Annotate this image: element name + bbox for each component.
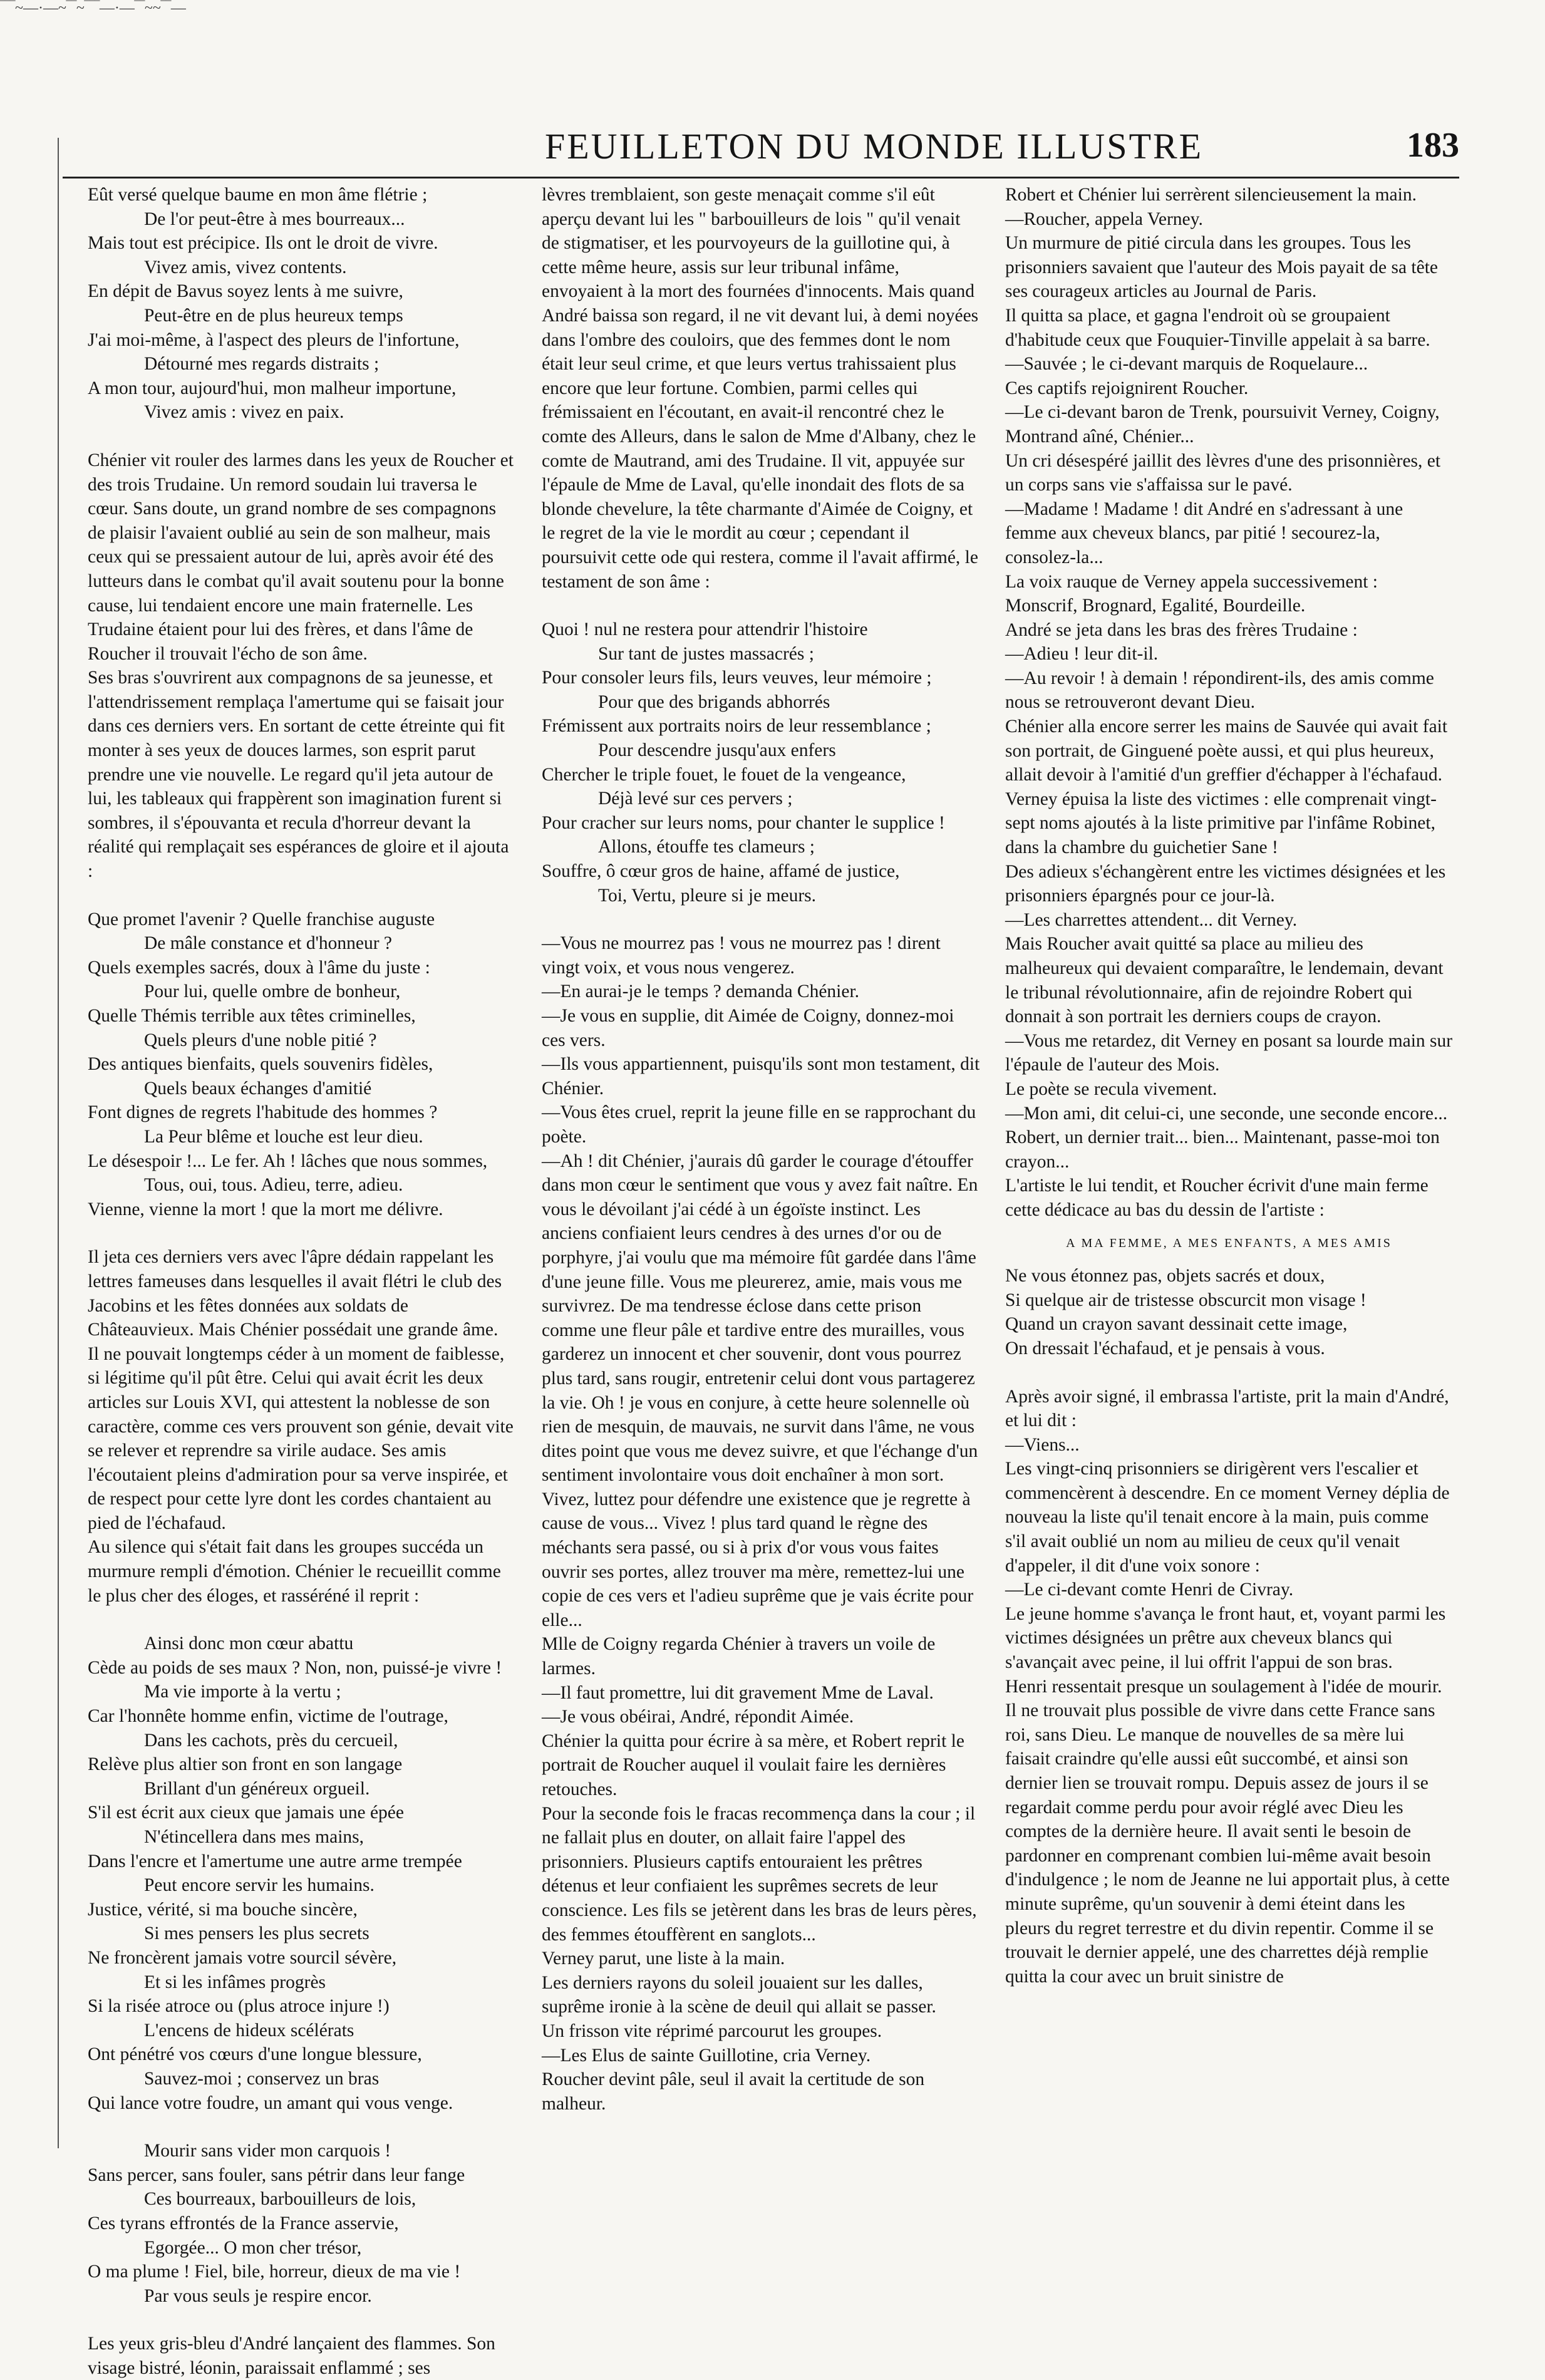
verse-line: Ont pénétré vos cœurs d'une longue blessure, xyxy=(88,2044,422,2065)
header-rule xyxy=(63,177,1459,178)
verse-line: J'ai moi-même, à l'aspect des pleurs de l'infortune, xyxy=(88,329,460,350)
stanza-break xyxy=(88,2308,514,2332)
verse-line: Que promet l'avenir ? Quelle franchise auguste xyxy=(88,909,435,929)
paragraph: Chénier alla encore serrer les mains de Sauvée qui avait fait son portrait, de Ginguené poète aussi, et qui plus heureux, allait devoir à l'amitié d'un greffier d'échapper à l'échafaud. xyxy=(1005,717,1448,785)
verse-line: Egorgée... O mon cher trésor, xyxy=(144,2237,362,2258)
paragraph: Mlle de Coigny regarda Chénier à travers un voile de larmes. xyxy=(542,1634,936,1679)
verse-line: Peut-être en de plus heureux temps xyxy=(144,305,403,326)
verse-line: Pour descendre jusqu'aux enfers xyxy=(598,740,836,761)
paragraph: Chénier la quitta pour écrire à sa mère, et Robert reprit le portrait de Roucher auquel il voulait faire les dernières retouches. xyxy=(542,1731,964,1799)
paragraph: —Le ci-devant comte Henri de Civray. xyxy=(1005,1580,1294,1600)
paragraph: Il jeta ces derniers vers avec l'âpre dédain rappelant les lettres fameuses dans lesquelles il avait flétri le club des Jacobins et les fêtes données aux soldats de Châteauvieux. Mais Chénier possédait une grande âme. Il ne pouvait longtemps céder à un moment de faiblesse, si légitime qu'il pût être. Celui qui avait écrit les deux articles sur Louis XVI, qui attestent la noblesse de son caractère, comme ces vers prouvent son génie, devait vite se relever et reprendre sa virile audace. Ses amis l'écoutaient pleins d'admiration pour sa verve inspirée, et de respect pour cette lyre dont les cordes chantaient au pied de l'échafaud. xyxy=(88,1247,514,1533)
paragraph: —En aurai-je le temps ? demanda Chénier. xyxy=(542,981,860,1002)
paragraph: —Ah ! dit Chénier, j'aurais dû garder le courage d'étouffer dans mon cœur le sentiment que vous y avez fait naître. En vous le dévoilant j'ai cédé à un égoïste instinct. Les anciens confiaient leurs cendres à des urnes d'or ou de porphyre, j'ai voulu que ma mémoire fût gardée dans l'âme d'une jeune fille. Vous me pleurerez, amie, mais vous me survivrez. De ma tendresse éclose dans cette prison comme une fleur pâle et tardive entre des murailles, vous garderez un innocent et cher souvenir, dont vous pourrez plus tard, sans rougir, entretenir celui dont vous partagerez la vie. Oh ! je vous en conjure, à cette heure solennelle où rien de mesquin, de mauvais, ne survit dans l'âme, ne vous dites point que vous me devez suivre, et que l'échange d'un sentiment involontaire vous doit enchaîner à mon sort. Vivez, luttez pour défendre une existence que je regrette à cause de vous... Vivez ! plus tard quand le règne des méchants sera passé, ou si à prix d'or vous vous faites ouvrir ses portes, allez trouver ma mère, remettez-lui une copie de ces vers et l'adieu suprême que je vais écrite pour elle... xyxy=(542,1151,978,1630)
verse-line: A mon tour, aujourd'hui, mon malheur importune, xyxy=(88,378,457,398)
paragraph: —Je vous obéirai, André, répondit Aimée. xyxy=(542,1707,854,1727)
verse-line: Font dignes de regrets l'habitude des hommes ? xyxy=(88,1102,438,1123)
paragraph: Robert et Chénier lui serrèrent silencieusement la main. xyxy=(1005,185,1417,205)
verse-line: Déjà levé sur ces pervers ; xyxy=(598,789,793,809)
stanza-break xyxy=(88,1221,514,1245)
verse-line: En dépit de Bavus soyez lents à me suivre, xyxy=(88,281,403,302)
stanza-break xyxy=(542,908,980,931)
paragraph: Le poète se recula vivement. xyxy=(1005,1079,1217,1099)
verse-line: Par vous seuls je respire encor. xyxy=(144,2285,372,2306)
paragraph: —Sauvée ; le ci-devant marquis de Roquelaure... xyxy=(1005,354,1368,375)
verse-line: Quand un crayon savant dessinait cette image, xyxy=(1005,1314,1348,1335)
paragraph: Verney épuisa la liste des victimes : elle comprenait vingt-sept noms ajoutés à la liste primitive par l'infâme Robinet, dans la chambre du guichetier Sane ! xyxy=(1005,789,1437,858)
verse-line: Allons, étouffe tes clameurs ; xyxy=(598,837,815,857)
verse-line: L'encens de hideux scélérats xyxy=(144,2020,354,2041)
verse-line: De mâle constance et d'honneur ? xyxy=(144,933,393,954)
paragraph: La voix rauque de Verney appela successivement : Monscrif, Brognard, Egalité, Bourdeille. xyxy=(1005,571,1378,616)
verse-line: Le désespoir !... Le fer. Ah ! lâches que nous sommes, xyxy=(88,1151,488,1171)
verse-line: De l'or peut-être à mes bourreaux... xyxy=(144,209,405,229)
verse-line: Ces bourreaux, barbouilleurs de lois, xyxy=(144,2189,416,2210)
verse-line: Ne vous étonnez pas, objets sacrés et doux, xyxy=(1005,1266,1325,1286)
verse-line: Quels pleurs d'une noble pitié ? xyxy=(144,1030,377,1050)
verse-line: Quoi ! nul ne restera pour attendrir l'histoire xyxy=(542,619,868,640)
verse-line: Ma vie importe à la vertu ; xyxy=(144,1682,341,1702)
paragraph: L'artiste le lui tendit, et Roucher écrivit d'une main ferme cette dédicace au bas du dessin de l'artiste : xyxy=(1005,1176,1429,1220)
paragraph: Les vingt-cinq prisonniers se dirigèrent vers l'escalier et commencèrent à descendre. En ce moment Verney déplia de nouveau la liste qu'il tenait encore à la main, puis comme s'il avait oublié un nom au milieu de ceux qu'il venait d'appeler, il dit d'une voix sonore : xyxy=(1005,1459,1450,1576)
verse-line: Pour que des brigands abhorrés xyxy=(598,691,830,712)
paragraph: —Madame ! Madame ! dit André en s'adressant à une femme aux cheveux blancs, par pitié ! secourez-la, consolez-la... xyxy=(1005,499,1403,567)
verse-line: La Peur blême et louche est leur dieu. xyxy=(144,1126,423,1147)
paragraph: —Les Elus de sainte Guillotine, cria Verney. xyxy=(542,2045,871,2066)
verse-line: Frémissent aux portraits noirs de leur ressemblance ; xyxy=(542,716,931,737)
verse-line: Chercher le triple fouet, le fouet de la vengeance, xyxy=(542,764,906,785)
paragraph: Un frisson vite réprimé parcourut les groupes. xyxy=(542,2020,882,2041)
paragraph: Les yeux gris-bleu d'André lançaient des flammes. Son visage bistré, léonin, paraissait enflammé ; ses xyxy=(88,2334,495,2378)
verse-line: Pour consoler leurs fils, leurs veuves, leur mémoire ; xyxy=(542,668,932,688)
verse-line: Détourné mes regards distraits ; xyxy=(144,354,380,375)
verse-line: Souffre, ô cœur gros de haine, affamé de justice, xyxy=(542,861,900,882)
paragraph: Pour la seconde fois le fracas recommença dans la cour ; il ne fallait plus en douter, on allait faire l'appel des prisonniers. Plusieurs captifs entouraient les prêtres détenus et leur confiaient les suprêmes secrets de leur conscience. Les fils se jetèrent dans les bras de leurs pères, des femmes étouffèrent en sanglots... xyxy=(542,1803,977,1945)
paragraph: —Les charrettes attendent... dit Verney. xyxy=(1005,909,1298,930)
paragraph: Ses bras s'ouvrirent aux compagnons de sa jeunesse, et l'attendrissement remplaça l'amertume qui se faisait jour dans ces derniers vers. En sortant de cette étreinte qui fit monter à ses yeux de douces larmes, son esprit parut prendre une vie nouvelle. Le regard qu'il jeta autour de lui, les tableaux qui frappèrent son imagination furent si sombres, il s'épouvanta et recula d'horreur devant la réalité qui remplaçait ses espérances de gloire et il ajouta : xyxy=(88,668,509,882)
page-number: 183 xyxy=(1407,126,1459,165)
verse-line: Ainsi donc mon cœur abattu xyxy=(144,1633,354,1654)
top-edge-scan-fragment: ‾‾‾~—·—~‾‾~‾‾‾—·—‾‾~~‾‾— xyxy=(0,0,186,16)
verse-line: Brillant d'un généreux orgueil. xyxy=(144,1778,370,1799)
verse-line: Quels exemples sacrés, doux à l'âme du juste : xyxy=(88,957,430,978)
verse-line: Eût versé quelque baume en mon âme flétrie ; xyxy=(88,185,428,205)
paragraph: Au silence qui s'était fait dans les groupes succéda un murmure rempli d'émotion. Chénier le recueillit comme le plus cher des éloges, et rasséréné il reprit : xyxy=(88,1537,501,1606)
verse-line: Si la risée atroce ou (plus atroce injure !) xyxy=(88,1996,390,2017)
paragraph: Un cri désespéré jaillit des lèvres d'une des prisonnières, et un corps sans vie s'affaissa sur le pavé. xyxy=(1005,450,1441,495)
verse-line: Toi, Vertu, pleure si je meurs. xyxy=(598,885,817,906)
running-title: FEUILLETON DU MONDE ILLUSTRE xyxy=(545,126,1204,167)
paragraph: —Vous êtes cruel, reprit la jeune fille en se rapprochant du poète. xyxy=(542,1102,976,1147)
text-column-1 xyxy=(88,183,514,2378)
page-header xyxy=(63,125,1459,182)
paragraph: —Mon ami, dit celui-ci, une seconde, une seconde encore... Robert, un dernier trait... bien... Maintenant, passe-moi ton crayon... xyxy=(1005,1103,1448,1172)
verse-line: Ne froncèrent jamais votre sourcil sévère, xyxy=(88,1947,397,1968)
verse-line: Tous, oui, tous. Adieu, terre, adieu. xyxy=(144,1175,403,1196)
verse-line: Qui lance votre foudre, un amant qui vous venge. xyxy=(88,2093,453,2113)
paragraph: lèvres tremblaient, son geste menaçait comme s'il eût aperçu devant lui les " barbouilleurs de lois " qu'il venait de stigmatiser, et les pourvoyeurs de la guillotine qui, à cette même heure, assis sur leur tribunal infâme, envoyaient à la mort des fournées d'innocents. Mais quand André baissa son regard, il ne vit devant lui, à demi noyées dans l'ombre des couloirs, que des femmes dont le nom était leur seul crime, et que leurs vertus trahissaient plus encore que leur fortune. Combien, parmi celles qui frémissaient en l'écoutant, en avait-il rencontré chez le comte des Alleurs, dans le salon de Mme d'Albany, chez le comte de Mautrand, ami des Trudaine. Il vit, appuyée sur l'épaule de Mme de Laval, qu'elle inondait des flots de sa blonde chevelure, la tête charmante d'Aimée de Coigny, et le regret de la vie le mordit au cœur ; cependant il poursuivit cette ode qui restera, comme il l'avait affirmé, le testament de son âme : xyxy=(542,185,979,592)
verse-line: Ces tyrans effrontés de la France asservie, xyxy=(88,2213,399,2233)
verse-line: Dans les cachots, près du cercueil, xyxy=(144,1730,398,1751)
verse-line: Vivez amis, vivez contents. xyxy=(144,257,347,277)
paragraph: —Je vous en supplie, dit Aimée de Coigny, donnez-moi ces vers. xyxy=(542,1006,954,1050)
verse-line: N'étincellera dans mes mains, xyxy=(144,1827,364,1847)
paragraph: —Le ci-devant baron de Trenk, poursuivit Verney, Coigny, Montrand aîné, Chénier... xyxy=(1005,402,1440,447)
verse-line: Si mes pensers les plus secrets xyxy=(144,1923,369,1944)
paragraph: Chénier vit rouler des larmes dans les yeux de Roucher et des trois Trudaine. Un remord soudain lui traversa le cœur. Sans doute, un grand nombre de ses compagnons de plaisir l'avaient oublié au sein de son malheur, mais ceux qui se pressaient autour de lui, après avoir été des lutteurs dans le combat qu'il avait soutenu pour la bonne cause, lui tendaient encore une main fraternelle. Les Trudaine étaient pour lui des frères, et dans l'âme de Roucher il trouvait l'écho de son âme. xyxy=(88,450,514,664)
paragraph: Un murmure de pitié circula dans les groupes. Tous les prisonniers savaient que l'auteur des Mois payait de sa tête ses courageux articles au Journal de Paris. xyxy=(1005,233,1438,302)
verse-line: Sur tant de justes massacrés ; xyxy=(598,643,814,664)
paragraph: Des adieux s'échangèrent entre les victimes désignées et les prisonniers épargnés pour ce jour-là. xyxy=(1005,861,1446,906)
paragraph: Après avoir signé, il embrassa l'artiste, prit la main d'André, et lui dit : xyxy=(1005,1386,1449,1431)
paragraph: André se jeta dans les bras des frères Trudaine : xyxy=(1005,619,1358,640)
paragraph: Roucher devint pâle, seul il avait la certitude de son malheur. xyxy=(542,2069,925,2114)
paragraph: Il quitta sa place, et gagna l'endroit où se groupaient d'habitude ceux que Fouquier-Tinville appelait à sa barre. xyxy=(1005,305,1430,350)
paragraph: Verney parut, une liste à la main. xyxy=(542,1948,785,1969)
verse-line: S'il est écrit aux cieux que jamais une épée xyxy=(88,1803,404,1823)
verse-line: Quels beaux échanges d'amitié xyxy=(144,1078,372,1099)
verse-line: Sans percer, sans fouler, sans pétrir dans leur fange xyxy=(88,2165,465,2185)
left-margin-rule xyxy=(58,138,59,2148)
text-column-2 xyxy=(542,183,980,2141)
verse-line: Pour lui, quelle ombre de bonheur, xyxy=(144,981,401,1002)
verse-line: Quelle Thémis terrible aux têtes criminelles, xyxy=(88,1006,416,1026)
paragraph: —Il faut promettre, lui dit gravement Mme de Laval. xyxy=(542,1682,934,1703)
verse-line: Si quelque air de tristesse obscurcit mon visage ! xyxy=(1005,1290,1367,1310)
verse-line: Dans l'encre et l'amertume une autre arme trempée xyxy=(88,1851,462,1871)
dedication-heading: A MA FEMME, A MES ENFANTS, A MES AMIS xyxy=(1066,1236,1392,1250)
verse-line: Vienne, vienne la mort ! que la mort me délivre. xyxy=(88,1199,443,1219)
paragraph: —Ils vous appartiennent, puisqu'ils sont mon testament, dit Chénier. xyxy=(542,1054,980,1099)
stanza-break xyxy=(542,594,980,618)
paragraph: Le jeune homme s'avança le front haut, et, voyant parmi les victimes désignées un prêtre aux cheveux blancs qui s'avançait avec peine, il lui offrit l'appui de son bras. xyxy=(1005,1603,1446,1673)
verse-line: Et si les infâmes progrès xyxy=(144,1972,326,1992)
verse-line: Relève plus altier son front en son langage xyxy=(88,1754,403,1775)
paragraph: —Roucher, appela Verney. xyxy=(1005,209,1203,229)
paragraph: —Vous ne mourrez pas ! vous ne mourrez pas ! dirent vingt voix, et vous nous vengerez. xyxy=(542,933,941,978)
paragraph: —Au revoir ! à demain ! répondirent-ils, des amis comme nous se retrouveront devant Dieu. xyxy=(1005,668,1434,713)
verse-line: Justice, vérité, si ma bouche sincère, xyxy=(88,1899,358,1920)
stanza-break xyxy=(88,884,514,908)
verse-line: Pour cracher sur leurs noms, pour chanter le supplice ! xyxy=(542,812,945,833)
verse-line: Mais tout est précipice. Ils ont le droit de vivre. xyxy=(88,233,438,254)
paragraph: Mais Roucher avait quitté sa place au milieu des malheureux qui devaient comparaître, le lendemain, devant le tribunal révolutionnaire, afin de rejoindre Robert qui donnait à son portrait les derniers coups de crayon. xyxy=(1005,934,1444,1027)
paragraph: —Viens... xyxy=(1005,1434,1080,1455)
paragraph: Ces captifs rejoignirent Roucher. xyxy=(1005,378,1249,398)
verse-line: Cède au poids de ses maux ? Non, non, puissé-je vivre ! xyxy=(88,1657,502,1678)
paragraph: Henri ressentait presque un soulagement à l'idée de mourir. Il ne trouvait plus possible de vivre dans cette France sans roi, sans Dieu. Le manque de nouvelles de sa mère lui faisait craindre qu'elle aussi eût succombé, et ainsi son dernier lien se trouvait rompu. Depuis assez de jours il se regardait comme perdu pour avoir réglé avec Dieu les comptes de la dernière heure. Il avait senti le besoin de pardonner en comprenant combien lui-même avait besoin d'indulgence ; le nom de Jeanne ne lui apportait plus, à cette minute suprême, qu'un souvenir à demi éteint dans les pleurs du regret terrestre et du divin repentir. Comme il se trouvait le dernier appelé, une des charrettes déjà remplie quitta la cour avec un bruit sinistre de xyxy=(1005,1676,1450,1987)
verse-line: Car l'honnête homme enfin, victime de l'outrage, xyxy=(88,1706,448,1727)
verse-line: Vivez amis : vivez en paix. xyxy=(144,402,344,423)
verse-line: Peut encore servir les humains. xyxy=(144,1875,375,1896)
paragraph: —Vous me retardez, dit Verney en posant sa lourde main sur l'épaule de l'auteur des Mois. xyxy=(1005,1030,1453,1075)
verse-line: Des antiques bienfaits, quels souvenirs fidèles, xyxy=(88,1054,433,1075)
verse-line: On dressait l'échafaud, et je pensais à vous. xyxy=(1005,1338,1325,1358)
text-column-3 xyxy=(1005,183,1453,2141)
stanza-break xyxy=(88,2115,514,2139)
paragraph: Les derniers rayons du soleil jouaient sur les dalles, suprême ironie à la scène de deuil qui allait se passer. xyxy=(542,1972,936,2017)
verse-line: Sauvez-moi ; conservez un bras xyxy=(144,2068,380,2089)
stanza-break xyxy=(88,1608,514,1632)
verse-line: Mourir sans vider mon carquois ! xyxy=(144,2141,391,2161)
stanza-break xyxy=(1005,1361,1453,1385)
stanza-break xyxy=(88,425,514,448)
verse-line: O ma plume ! Fiel, bile, horreur, dieux de ma vie ! xyxy=(88,2262,461,2282)
paragraph: —Adieu ! leur dit-il. xyxy=(1005,644,1159,665)
